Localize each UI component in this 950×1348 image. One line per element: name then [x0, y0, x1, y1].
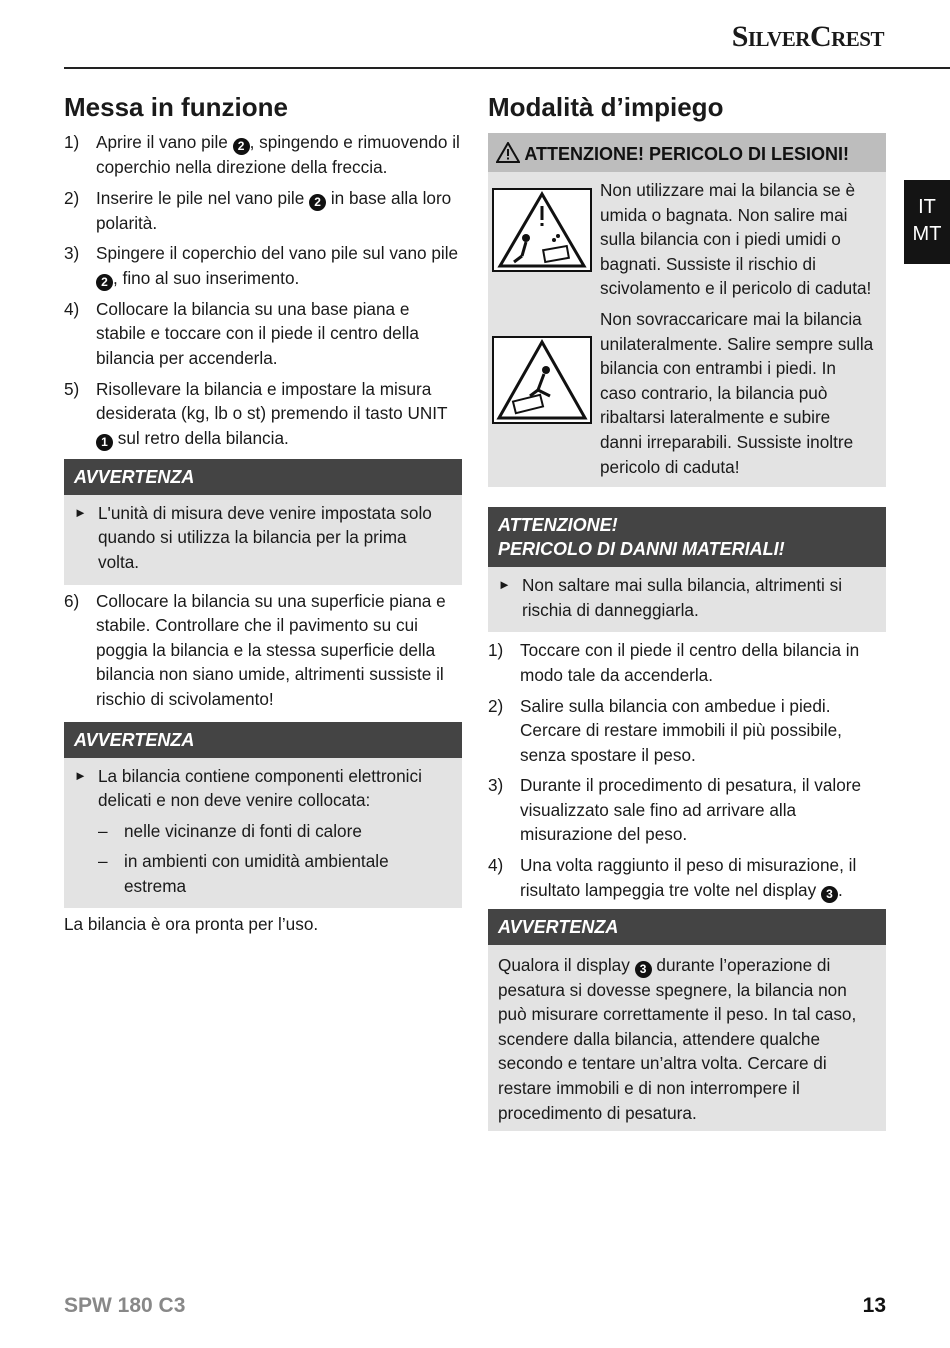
step-item: 3) Durante il procedimento di pesatura, il valore visualizzato sale fino ad arrivare alla misurazione del peso. — [488, 775, 862, 845]
note-heading: AVVERTENZA — [488, 909, 886, 945]
ref-number: 3 — [821, 886, 838, 903]
step-item: 1) Toccare con il piede il centro della bilancia in modo tale da accenderla. — [488, 640, 860, 685]
caution-bullet: ► Non saltare mai sulla bilancia, altrimenti si rischia di danneggiarla. — [498, 575, 843, 620]
note-body — [64, 495, 462, 585]
step-item: 2) Inserire le pile nel vano pile 2 in base alla loro polarità. — [64, 187, 452, 233]
dash-item: – nelle vicinanze di fonti di calore — [98, 820, 362, 841]
closing-text: La bilancia è ora pronta per l’uso. — [64, 914, 319, 935]
step-item: 4) Una volta raggiunto il peso di misurazione, il risultato lampeggia tre volte nel display 3 . — [488, 855, 857, 901]
ref-number: 1 — [96, 434, 113, 451]
danger-text-1: Non utilizzare mai la bilancia se è umida o bagnata. Non salire mai sulla bilancia con i piedi umidi o bagnati. Sussiste il rischio di scivolamento e il pericolo di caduta! — [600, 180, 872, 299]
note-bullet: ► L'unità di misura deve venire impostata solo quando si utilizza la bilancia per la prima volta. — [74, 502, 432, 572]
danger-text-2: Non sovraccaricare mai la bilancia unilateralmente. Salire sempre sulla bilancia con entrambi i piedi. In caso contrario, la bilancia può ribaltarsi lateralmente e subire danni irreparabili. Sussiste inoltre pericolo di caduta! — [600, 308, 874, 477]
danger-body — [488, 172, 886, 487]
ref-number: 3 — [635, 961, 652, 978]
dash-item: – in ambienti con umidità ambientale estrema — [98, 851, 389, 896]
slip-hazard-icon — [492, 188, 592, 279]
arrow-icon: ► — [74, 504, 87, 520]
danger-box — [488, 133, 886, 487]
setup-steps — [64, 130, 462, 451]
section-title-right: Modalità d’impiego — [488, 92, 724, 122]
right-column — [488, 133, 886, 1131]
step-6: 6) Collocare la bilancia su una superficie piana e stabile. Controllare che il pavimento su cui poggia la bilancia e la stessa superficie della bilancia non siano umide, altrimenti sussiste il rischio di scivolamento! — [64, 590, 446, 709]
header-rule — [64, 67, 950, 69]
caution-heading: ATTENZIONE! PERICOLO DI DANNI MATERIALI! — [488, 507, 886, 567]
note-heading: AVVERTENZA — [64, 459, 462, 495]
note-heading: AVVERTENZA — [64, 722, 462, 758]
page-number: 13 — [862, 1294, 886, 1317]
caution-body — [488, 567, 886, 632]
step-item: 5) Risollevare la bilancia e impostare la misura desiderata (kg, lb o st) premendo il tasto UNIT 1 sul retro della bilancia. — [64, 378, 448, 449]
section-title-left: Messa in funzione — [64, 92, 288, 122]
language-tab — [904, 180, 950, 264]
warning-triangle-icon — [496, 144, 524, 164]
arrow-icon: ► — [498, 577, 511, 593]
arrow-icon: ► — [74, 767, 87, 783]
note-body: Qualora il display 3 durante l’operazione di pesatura si dovesse spegnere, la bilancia non può misurare correttamente il peso. In tal caso, scendere dalla bilancia, attendere qualche secondo e tentare un’altra volta. Cercare di restare immobili e di non interrompere il procedimento di pesatura. — [488, 945, 886, 1132]
note-bullet: ► La bilancia contiene componenti elettronici delicati e non deve venire collocata: — [74, 765, 422, 811]
note-box-3 — [488, 909, 886, 1132]
step-item: 2) Salire sulla bilancia con ambedue i piedi. Cercare di restare immobili il più possibile, senza spostare il peso. — [488, 695, 842, 765]
danger-heading: ATTENZIONE! PERICOLO DI LESIONI! — [488, 133, 886, 172]
lang-mt: MT — [912, 223, 942, 245]
tipping-hazard-icon — [492, 336, 592, 431]
caution-box — [488, 507, 886, 632]
ref-number: 2 — [96, 274, 113, 291]
note-body — [64, 758, 462, 909]
step-item: 1) Aprire il vano pile 2 , spingendo e rimuovendo il coperchio nella direzione della freccia. — [64, 132, 460, 177]
note-box-1 — [64, 459, 462, 585]
step-item: 3) Spingere il coperchio del vano pile sul vano pile 2 , fino al suo inserimento. — [64, 243, 459, 289]
step-item: 4) Collocare la bilancia su una base piana e stabile e toccare con il piede il centro della bilancia per accenderla. — [64, 298, 419, 368]
model-number: SPW 180 C3 — [64, 1294, 186, 1317]
usage-steps — [488, 638, 886, 902]
lang-it: IT — [918, 196, 936, 218]
note-box-2 — [64, 722, 462, 909]
ref-number: 2 — [309, 194, 326, 211]
ref-number: 2 — [233, 138, 250, 155]
brand-logo: SilverCrest — [731, 20, 884, 53]
left-column — [64, 130, 462, 937]
